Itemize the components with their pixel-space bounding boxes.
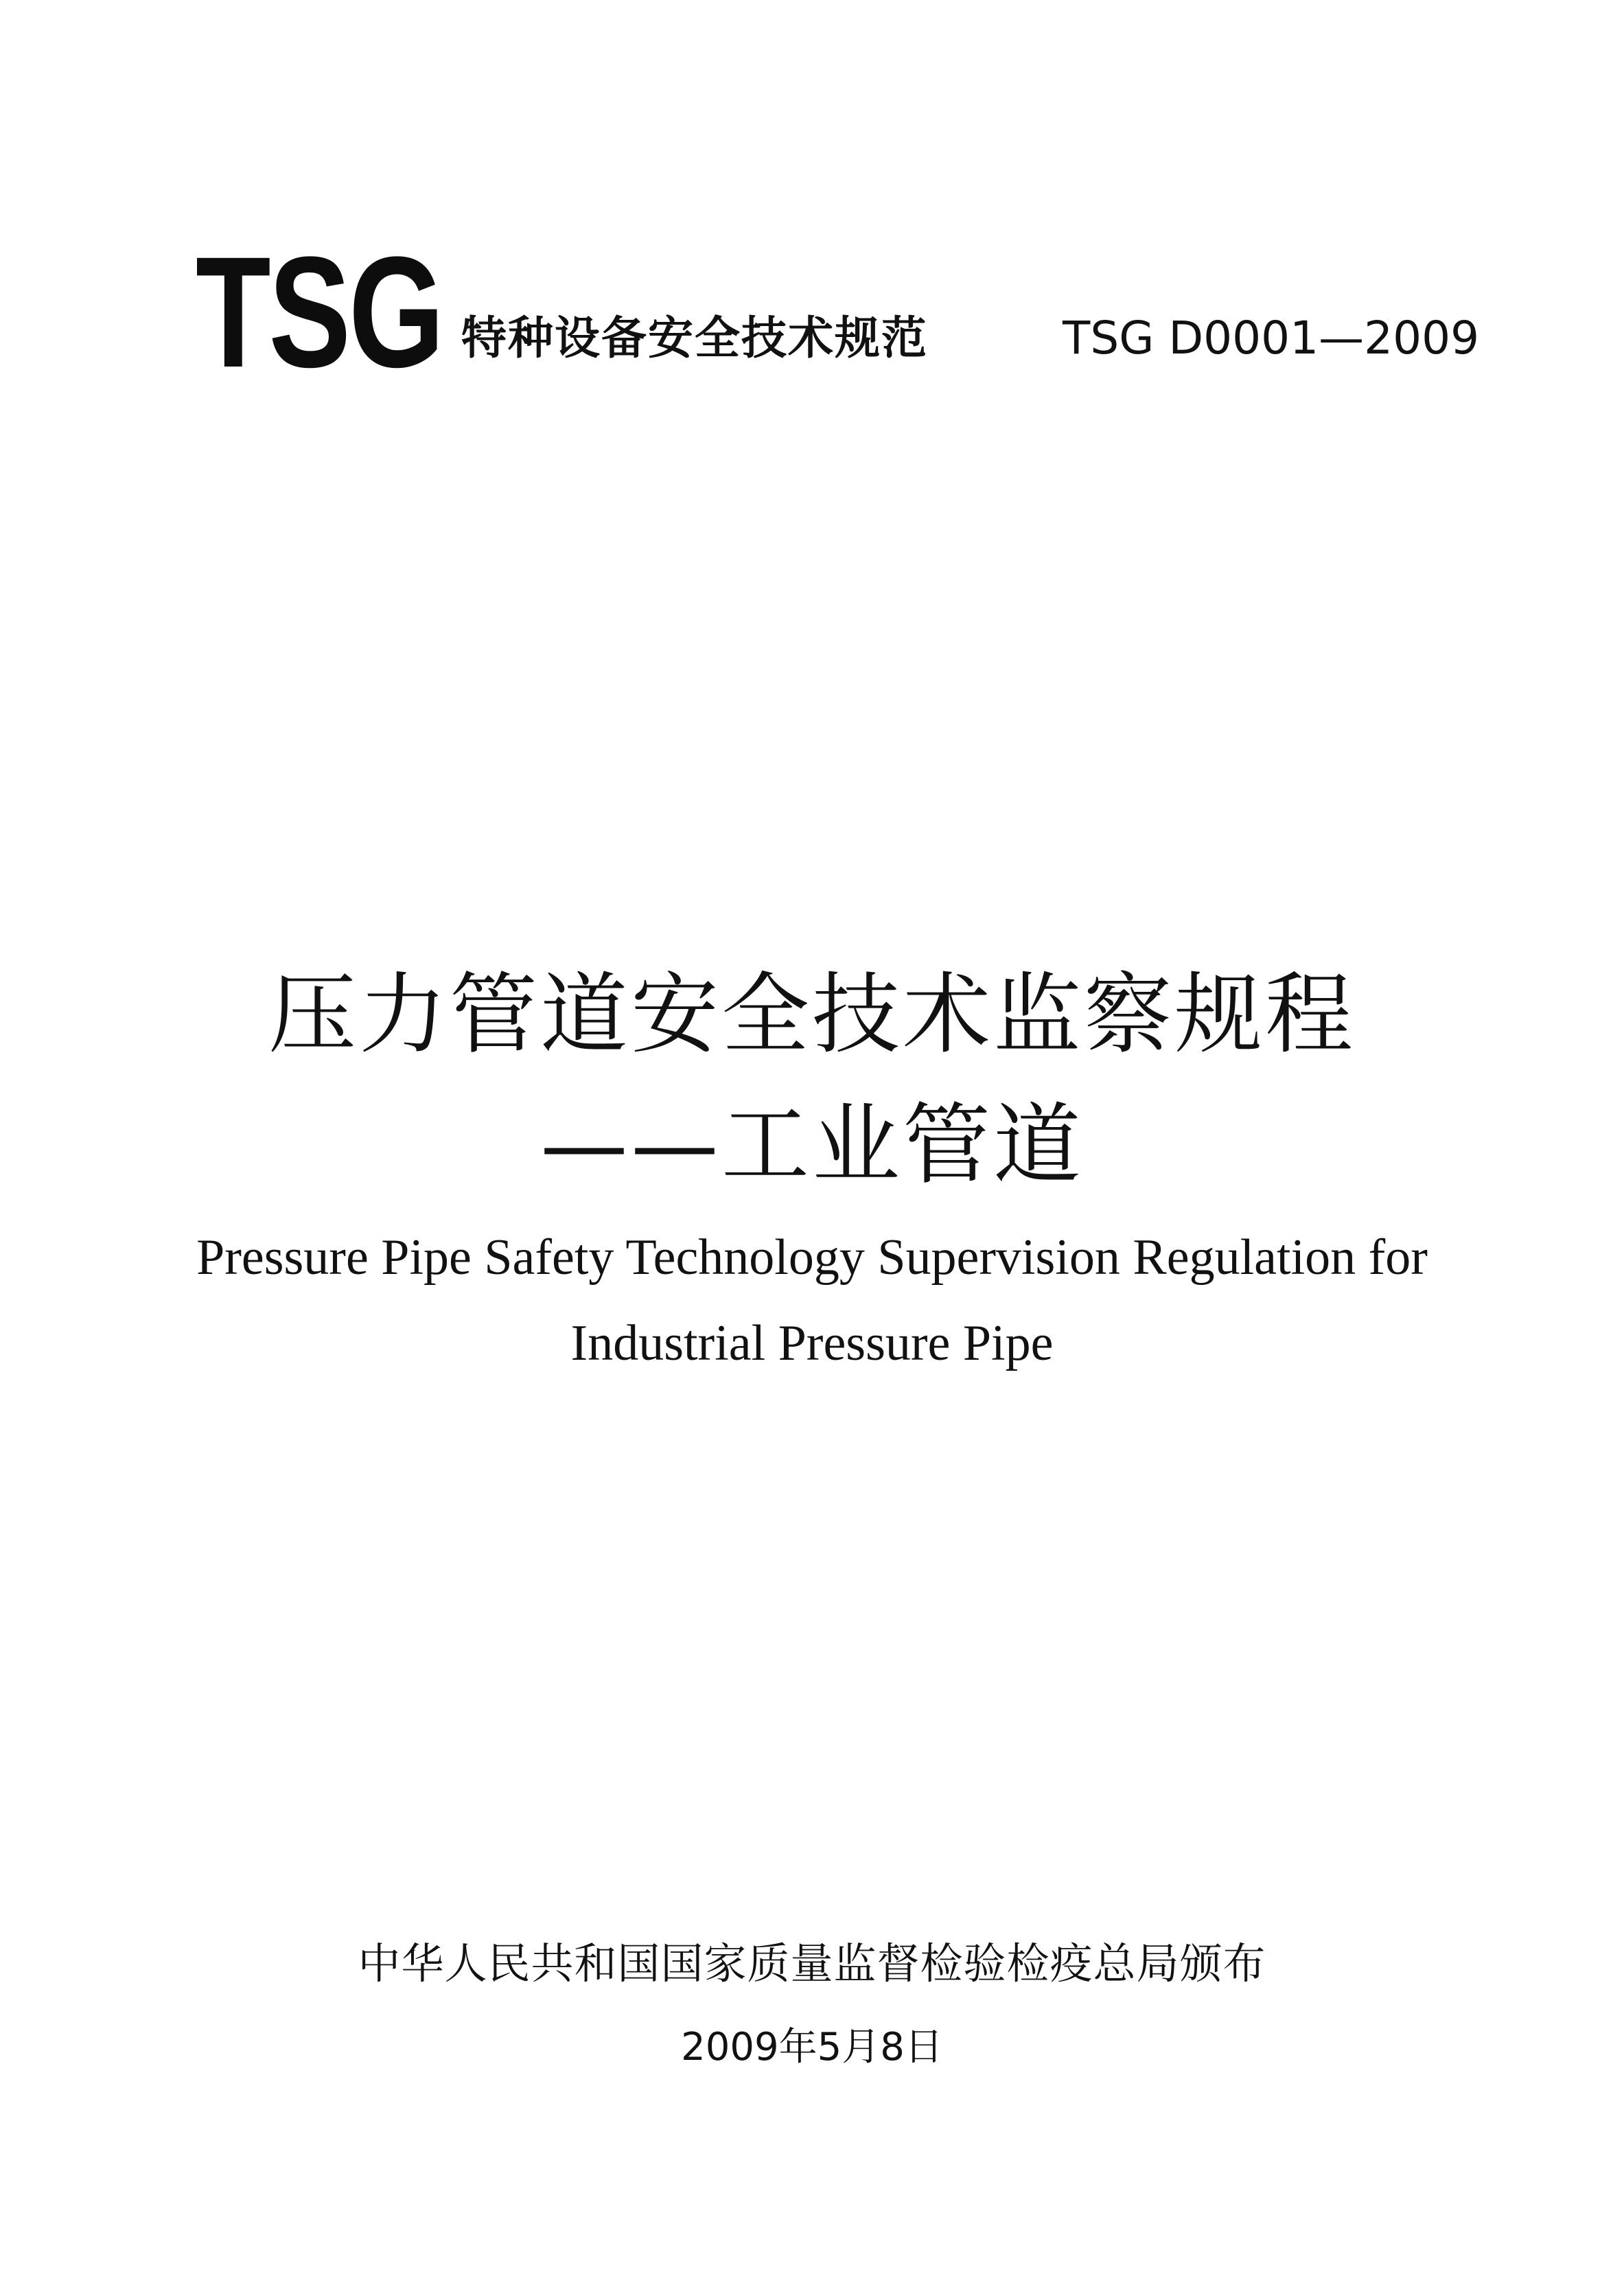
issuing-authority: 中华人民共和国国家质量监督检验检疫总局颁布 [358, 1938, 1266, 1988]
issue-date: 2009年5月8日 [681, 2025, 943, 2069]
tsg-logo: TSG [196, 224, 443, 400]
title-english-line-2: Industrial Pressure Pipe [570, 1315, 1054, 1371]
title-chinese-main: 压力管道安全技术监察规程 [268, 964, 1356, 1066]
cover-header [0, 224, 1624, 400]
title-english-line-1: Pressure Pipe Safety Technology Supervision Regulation for [196, 1229, 1428, 1286]
standard-number: TSG D0001—2009 [1063, 312, 1480, 364]
title-chinese-subtitle: ——工业管道 [540, 1094, 1084, 1196]
series-name: 特种设备安全技术规范 [461, 312, 928, 364]
